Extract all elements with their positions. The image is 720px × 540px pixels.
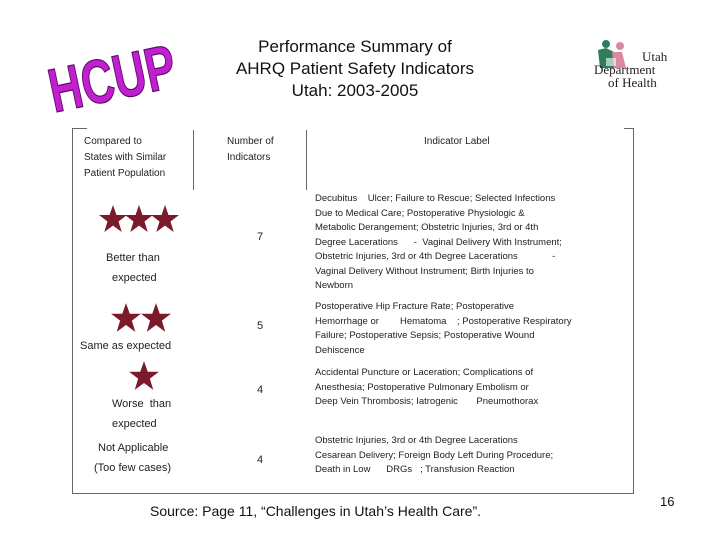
utah-line-1: Utah: [642, 49, 668, 64]
header-number-line-2: Indicators: [227, 152, 271, 163]
rating-worse-line-1: Worse than: [112, 398, 172, 410]
table-left-border: [72, 128, 73, 493]
header-compared-line-1: Compared to: [84, 136, 142, 147]
header-rule: [72, 128, 87, 129]
header-indicator-label: Indicator Label: [424, 136, 490, 147]
indicator-line: Degree Lacerations - Vaginal Delivery With Instrument;: [315, 236, 562, 248]
header-compared-line-3: Patient Population: [84, 168, 166, 179]
indicator-list: [315, 300, 625, 358]
title-line-1: Performance Summary of: [258, 37, 452, 56]
indicator-line: Newborn: [315, 280, 354, 291]
title-line-3: Utah: 2003-2005: [291, 81, 419, 100]
hcup-logo-text: HCUP: [42, 22, 229, 127]
column-divider-2: [306, 130, 307, 190]
indicator-count: 7: [257, 231, 264, 243]
header-compared-line-2: States with Similar: [84, 152, 167, 163]
indicator-line: Hemorrhage or Hematoma ; Postoperative Respiratory: [315, 315, 572, 327]
rating-same: Same as expected: [80, 340, 172, 352]
column-divider-1: [193, 130, 194, 190]
indicator-count: 4: [257, 384, 264, 396]
indicator-list: [315, 434, 625, 478]
indicator-line: Obstetric Injuries, 3rd or 4th Degree Lacerations -: [315, 251, 556, 262]
indicator-line: Metabolic Derangement; Obstetric Injuries, 3rd or 4th: [315, 222, 539, 233]
utah-line-2: Department: [594, 62, 656, 77]
indicator-line: Dehiscence: [315, 344, 365, 356]
table-right-border: [633, 128, 634, 493]
indicator-line: Anesthesia; Postoperative Pulmonary Embolism or: [315, 381, 529, 393]
indicator-line: Death in Low DRGs ; Transfusion Reaction: [315, 464, 515, 475]
utah-department-name: [594, 49, 698, 90]
rating-na-line-2: (Too few cases): [94, 462, 172, 474]
indicator-line: Accidental Puncture or Laceration; Complications of: [315, 367, 534, 378]
indicator-count: 5: [257, 320, 264, 332]
header-number-line-1: Number of: [227, 136, 274, 147]
header-rule-right: [624, 128, 634, 129]
page-title: [190, 36, 520, 102]
indicator-count: 4: [257, 454, 264, 466]
indicator-line: Postoperative Hip Fracture Rate; Postoperative: [315, 301, 515, 312]
title-line-2: AHRQ Patient Safety Indicators: [235, 59, 475, 78]
indicator-list: [315, 192, 625, 294]
indicator-line: Cesarean Delivery; Foreign Body Left During Procedure;: [315, 449, 554, 461]
table-bottom-border: [72, 493, 634, 494]
star-icon: [128, 360, 160, 392]
hcup-logo: [40, 18, 229, 127]
page-number: 16: [660, 494, 675, 509]
utah-line-3: of Health: [608, 75, 657, 90]
star-icon: [150, 204, 180, 234]
header-number: [227, 134, 274, 166]
indicator-line: Due to Medical Care; Postoperative Physiologic &: [315, 207, 525, 219]
rating-better-line-2: expected: [112, 272, 157, 284]
rating-na-line-1: Not Applicable: [98, 442, 169, 454]
rating-better-line-1: Better than: [106, 252, 160, 264]
indicator-list: [315, 366, 625, 410]
indicator-line: Obstetric Injuries, 3rd or 4th Degree Lacerations: [315, 435, 518, 446]
header-compared: [84, 134, 166, 182]
indicator-line: Failure; Postoperative Sepsis; Postoperative Wound: [315, 330, 535, 341]
rating-better: [106, 248, 160, 288]
rating-not-applicable: [94, 438, 171, 478]
star-icon: [140, 302, 172, 334]
rating-worse-line-2: expected: [112, 418, 157, 430]
indicator-line: Deep Vein Thrombosis; Iatrogenic Pneumothorax: [315, 396, 539, 407]
star-icon: [110, 302, 142, 334]
rating-worse: [112, 394, 171, 434]
indicator-line: Vaginal Delivery Without Instrument; Birth Injuries to: [315, 265, 534, 277]
source-citation: Source: Page 11, “Challenges in Utah’s Health Care”.: [150, 503, 481, 519]
indicator-line: Decubitus Ulcer; Failure to Rescue; Selected Infections: [315, 193, 556, 204]
